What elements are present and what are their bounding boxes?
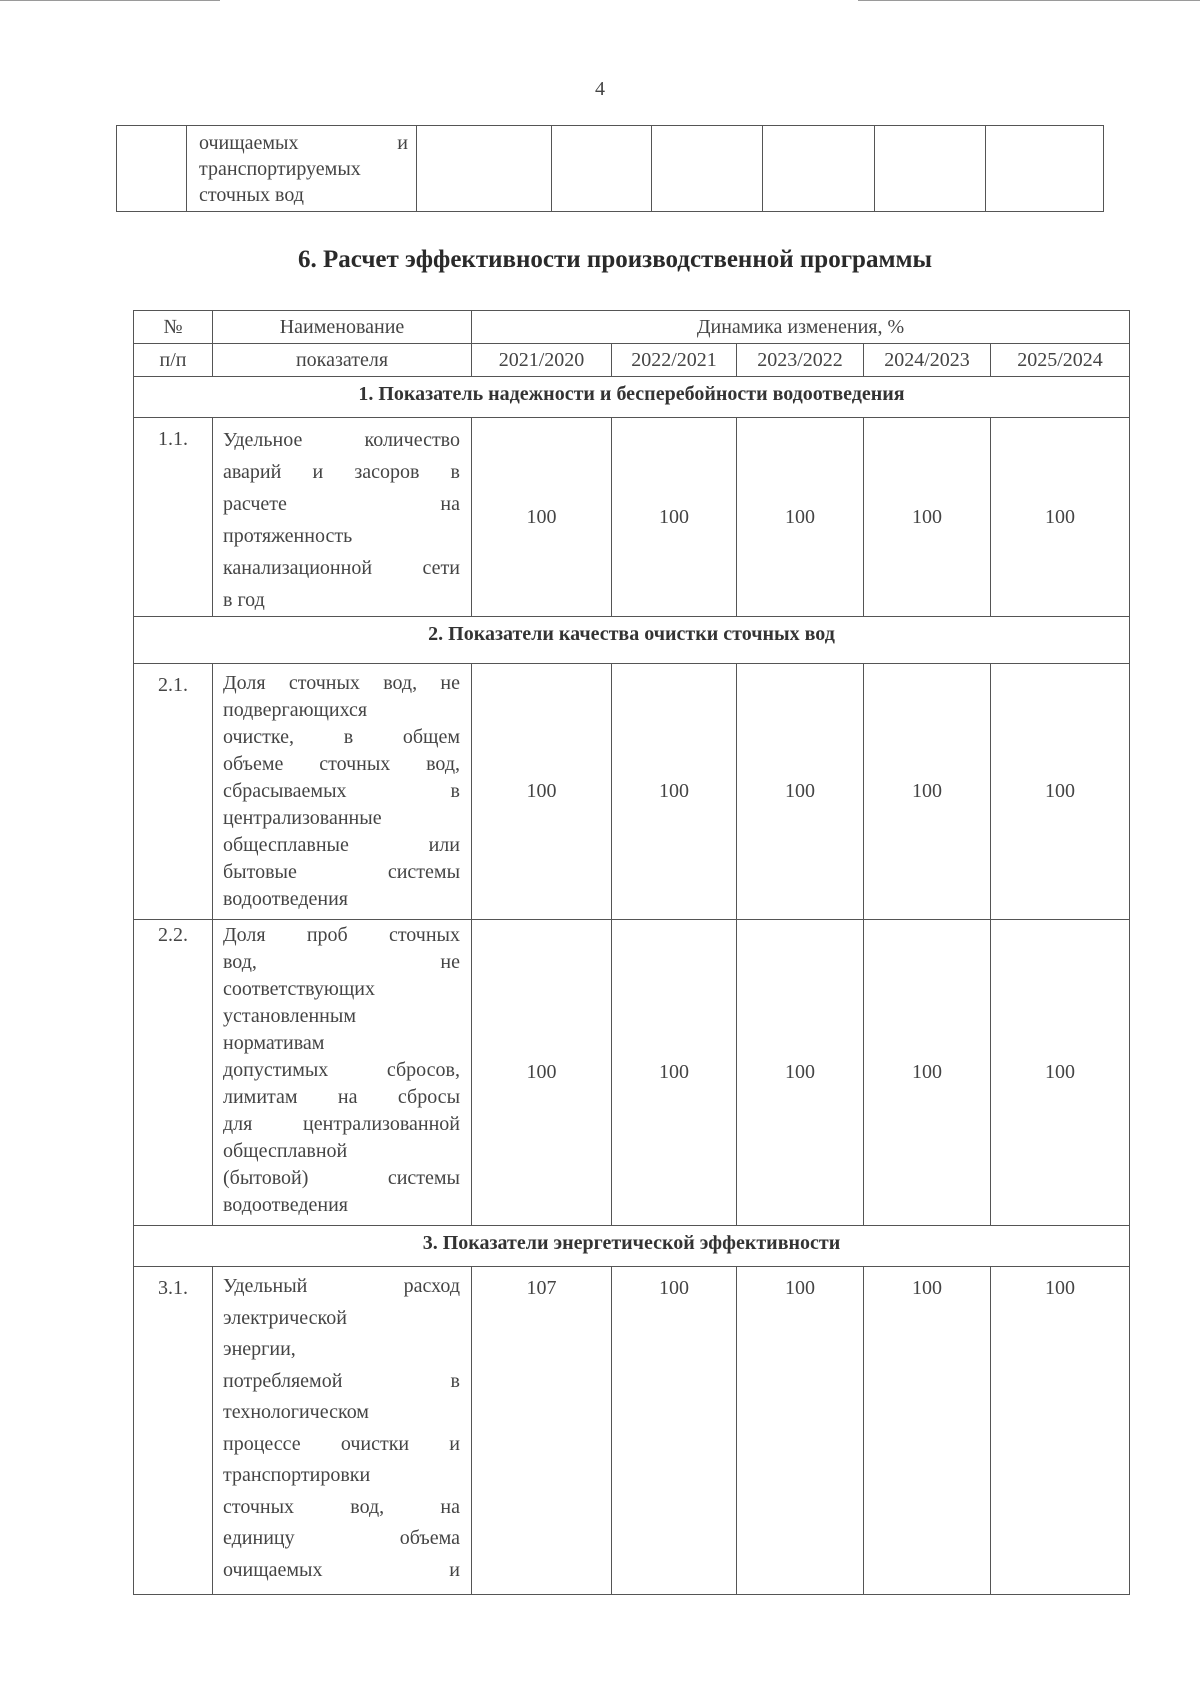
row-number: 3.1. [134,1267,213,1595]
value-cell: 100 [612,418,737,617]
section-heading: 3. Показатели энергетической эффективности [134,1226,1130,1267]
cont-cell [875,126,986,212]
row-number: 2.2. [134,920,213,1226]
cont-cell [986,126,1104,212]
section-heading: 1. Показатель надежности и бесперебойности водоотведения [134,377,1130,418]
table-row [134,664,1130,920]
section-heading: 2. Показатели качества очистки сточных вод [134,617,1130,664]
value-cell: 100 [864,664,991,920]
indicator-name: Удельное количество аварий и засоров в расчете на протяженность канализационной сети в год [213,418,472,617]
value-cell: 100 [612,664,737,920]
table-row [134,418,1130,617]
value-cell: 100 [737,418,864,617]
cont-cell [763,126,875,212]
value-cell: 100 [864,920,991,1226]
cont-name-cell [187,126,417,212]
value-cell: 100 [737,664,864,920]
header-row-2 [134,344,1130,377]
cont-cell [552,126,652,212]
value-cell: 107 [472,1267,612,1595]
indicator-name: Доля проб сточных вод, не соответствующих установленным нормативам допустимых сбросов, лимитам на сбросы для централизованной общесплавной (бытовой) системы водоотведения [213,920,472,1226]
indicator-name: Удельный расход электрической энергии, потребляемой в технологическом процессе очистки и транспортировки сточных вод, на единицу объема очищаемых и [213,1267,472,1595]
header-year: 2024/2023 [864,344,991,377]
section-title: 6. Расчет эффективности производственной программы [297,246,933,273]
header-year: 2025/2024 [991,344,1130,377]
value-cell: 100 [612,920,737,1226]
value-cell: 100 [991,418,1130,617]
value-cell: 100 [472,664,612,920]
section-row [134,377,1130,418]
value-cell: 100 [864,418,991,617]
efficiency-table [133,310,1130,1595]
section-row [134,617,1130,664]
value-cell: 100 [737,920,864,1226]
header-row-1 [134,311,1130,344]
header-num-line1: № [134,311,213,344]
value-cell: 100 [991,1267,1130,1595]
indicator-name: Доля сточных вод, не подвергающихся очистке, в общем объеме сточных вод, сбрасываемых в централизованные общесплавные или бытовые системы водоотведения [213,664,472,920]
value-cell: 100 [864,1267,991,1595]
header-year: 2023/2022 [737,344,864,377]
row-number: 2.1. [134,664,213,920]
table-row [134,920,1130,1226]
value-cell: 100 [612,1267,737,1595]
value-cell: 100 [991,920,1130,1226]
cont-cell [417,126,552,212]
header-year: 2021/2020 [472,344,612,377]
cont-name-line: сточных вод [199,184,304,206]
page-number: 4 [595,78,605,100]
continuation-table [116,125,1104,212]
row-number: 1.1. [134,418,213,617]
table-row [134,1267,1130,1595]
value-cell: 100 [472,418,612,617]
header-dynamics: Динамика изменения, % [472,311,1130,344]
cont-name-line: очищаемых и [199,132,408,154]
section-row [134,1226,1130,1267]
header-year: 2022/2021 [612,344,737,377]
scan-edge-line-left [0,0,220,1]
header-name-line1: Наименование [213,311,472,344]
header-name-line2: показателя [213,344,472,377]
value-cell: 100 [737,1267,864,1595]
cont-num-cell [117,126,187,212]
continuation-row [117,126,1104,212]
value-cell: 100 [472,920,612,1226]
cont-name-line: транспортируемых [199,158,361,180]
cont-cell [652,126,763,212]
header-num-line2: п/п [134,344,213,377]
value-cell: 100 [991,664,1130,920]
scan-edge-line-right [858,0,1200,1]
